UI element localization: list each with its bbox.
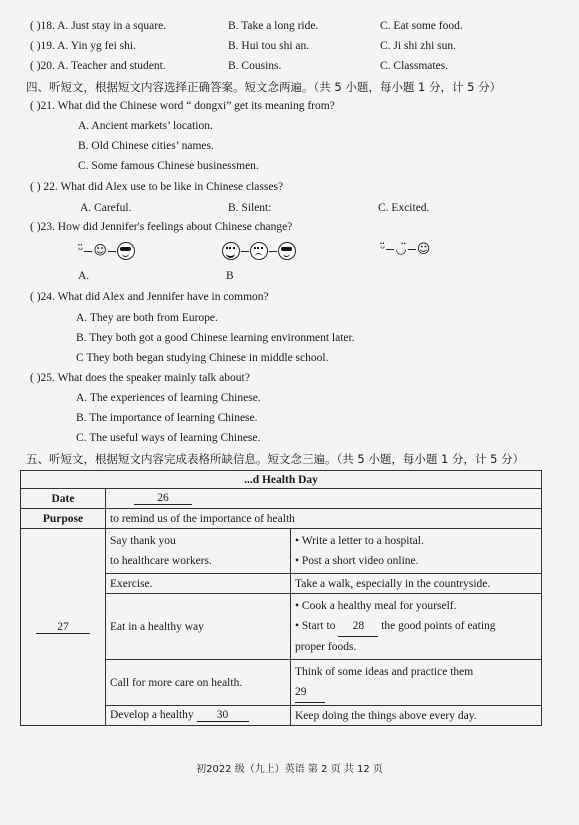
q24-option-a: A. They are both from Europe.	[76, 312, 218, 324]
row3-way1: • Cook a healthy meal for yourself.	[295, 600, 457, 612]
q18-option-b: B. Take a long ride.	[228, 20, 319, 32]
row5-activity	[106, 706, 291, 726]
row4-way	[291, 660, 542, 706]
table-title: ...d Health Day	[21, 471, 542, 489]
question-19	[30, 40, 136, 52]
row3-way2	[295, 616, 537, 637]
activities-cell	[21, 529, 106, 726]
q18-option-c: C. Eat some food.	[380, 20, 463, 32]
q19-option-c: C. Ji shi zhi sun.	[380, 40, 457, 52]
q25-option-c: C. The useful ways of learning Chinese.	[76, 432, 261, 444]
blank-29[interactable]: 29	[295, 682, 325, 703]
cool-face-icon	[117, 242, 135, 260]
blank-26[interactable]: 26	[134, 492, 192, 505]
row1-way1: • Write a letter to a hospital.	[295, 535, 424, 547]
q20-option-b: B. Cousins.	[228, 60, 282, 72]
question-21: ( )21. What did the Chinese word “ dongxi” get its meaning from?	[30, 100, 335, 112]
row3-way2-end: the good points of eating	[381, 620, 496, 632]
smile-face-icon: ◡̈	[395, 242, 407, 257]
sad-face-icon	[250, 242, 268, 260]
q21-option-a: A. Ancient markets’ location.	[78, 120, 213, 132]
date-label: Date	[21, 489, 106, 509]
question-25: ( )25. What does the speaker mainly talk about?	[30, 372, 250, 384]
q24-option-b: B. They both got a good Chinese learning environment later.	[76, 332, 355, 344]
q18-option-a: ( )18. A. Just stay in a square.	[30, 20, 167, 32]
date-cell	[106, 489, 542, 509]
q23-label-b: B	[226, 270, 234, 282]
q21-option-b: B. Old Chinese cities’ names.	[78, 140, 214, 152]
worried-face-icon: ᵕ̈	[380, 242, 386, 257]
q22-option-b: B. Silent:	[228, 202, 272, 214]
row3-activity: Eat in a healthy way	[106, 594, 291, 660]
question-22: ( ) 22. What did Alex use to be like in Chinese classes?	[30, 181, 284, 193]
q23-faces-b	[222, 242, 296, 260]
q23-label-a: A.	[78, 270, 90, 282]
row1-activity-line2: to healthcare workers.	[110, 555, 212, 567]
row1-activity	[106, 529, 291, 574]
happy-face-icon	[222, 242, 240, 260]
health-day-table	[20, 470, 542, 726]
blank-30[interactable]: 30	[197, 709, 249, 722]
page-footer: 初2022 级（九上）英语 第 2 页 共 12 页	[196, 764, 383, 775]
q24-option-c: C They both began studying Chinese in middle school.	[76, 352, 329, 364]
row3-way2-start: • Start to	[295, 620, 336, 632]
q22-option-a: A. Careful.	[80, 202, 132, 214]
worried-face-icon: ᵕ̈	[78, 243, 84, 259]
row1-ways	[291, 529, 542, 574]
q20-option-c: C. Classmates.	[380, 60, 449, 72]
purpose-label: Purpose	[21, 509, 106, 529]
row4-activity: Call for more care on health.	[106, 660, 291, 706]
question-18	[30, 20, 166, 32]
q19-option-a: ( )19. A. Yin yg fei shi.	[30, 40, 136, 52]
laugh-face-icon: ☺	[416, 242, 431, 257]
q25-option-b: B. The importance of learning Chinese.	[76, 412, 258, 424]
q23-faces-c	[380, 242, 430, 257]
row1-activity-line1: Say thank you	[110, 535, 176, 547]
question-23: ( )23. How did Jennifer's feelings about Chinese change?	[30, 221, 293, 233]
row5-way: Keep doing the things above every day.	[291, 706, 542, 726]
section-4-heading: 四、听短文，根据短文内容选择正确答案。短文念两遍。（共 5 小题，每小题 1 分，计 5 分）	[26, 80, 502, 94]
row1-way2: • Post a short video online.	[295, 555, 419, 567]
cool-face-icon	[278, 242, 296, 260]
blank-28[interactable]: 28	[338, 616, 378, 637]
row3-way3: proper foods.	[295, 641, 357, 653]
blank-27[interactable]: 27	[36, 621, 90, 634]
question-24: ( )24. What did Alex and Jennifer have in common?	[30, 291, 269, 303]
row4-way-line1: Think of some ideas and practice them	[295, 666, 474, 678]
q21-option-c: C. Some famous Chinese businessmen.	[78, 160, 259, 172]
question-20	[30, 60, 166, 72]
q20-option-a: ( )20. A. Teacher and student.	[30, 60, 166, 72]
row5-activity-text: Develop a healthy	[110, 709, 194, 721]
row3-ways	[291, 594, 542, 660]
row2-activity: Exercise.	[106, 574, 291, 594]
q22-option-c: C. Excited.	[378, 202, 430, 214]
q19-option-b: B. Hui tou shi an.	[228, 40, 310, 52]
purpose-value: to remind us of the importance of health	[106, 509, 542, 529]
row2-way: Take a walk, especially in the countryside.	[291, 574, 542, 594]
section-5-heading: 五、听短文，根据短文内容完成表格所缺信息。短文念三遍。（共 5 小题，每小题 1 分，计 5 分）	[26, 452, 525, 466]
smile-face-icon: ☺	[93, 243, 107, 259]
q25-option-a: A. The experiences of learning Chinese.	[76, 392, 261, 404]
q23-faces-a	[78, 242, 135, 260]
